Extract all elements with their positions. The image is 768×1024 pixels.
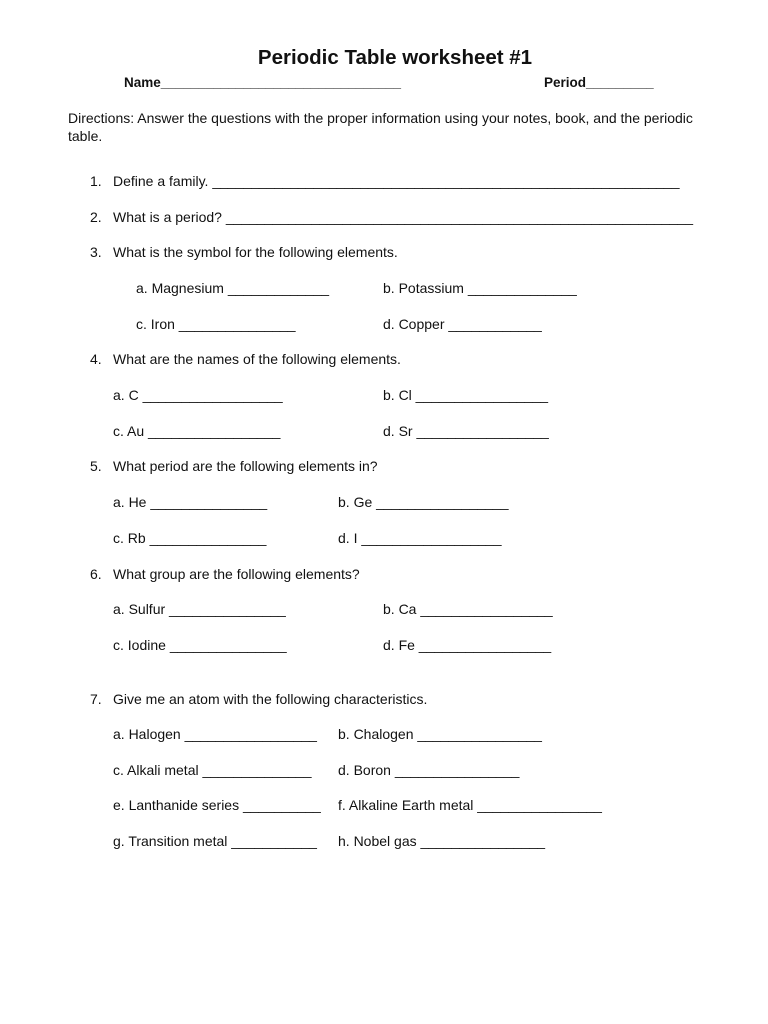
answer-item: h. Nobel gas ________________ <box>338 833 546 849</box>
answer-item: d. Copper ____________ <box>383 316 542 332</box>
answer-item: b. Cl _________________ <box>383 387 549 403</box>
question-text: What group are the following elements? <box>113 566 360 582</box>
answer-item: a. Magnesium _____________ <box>136 280 330 296</box>
answer-item: d. Boron ________________ <box>338 762 520 778</box>
question-text: What period are the following elements in? <box>113 458 378 474</box>
question-number: 3. <box>90 244 102 260</box>
question-number: 2. <box>90 209 102 225</box>
question-text: What is the symbol for the following elements. <box>113 244 398 260</box>
answer-item: b. Ge _________________ <box>338 494 509 510</box>
answer-item: c. Rb _______________ <box>113 530 267 546</box>
answer-item: b. Ca _________________ <box>383 601 553 617</box>
question-text: Give me an atom with the following characteristics. <box>113 691 428 707</box>
question-number: 7. <box>90 691 102 707</box>
worksheet-title: Periodic Table worksheet #1 <box>257 46 533 69</box>
answer-item: d. I __________________ <box>338 530 502 546</box>
question-number: 6. <box>90 566 102 582</box>
answer-item: e. Lanthanide series __________ <box>113 797 321 813</box>
question-text: Define a family. ____________________________________________________________ <box>113 173 680 189</box>
question-text: What is a period? ____________________________________________________________ <box>113 209 694 225</box>
answer-item: c. Au _________________ <box>113 423 281 439</box>
answer-item: c. Alkali metal ______________ <box>113 762 312 778</box>
answer-item: d. Fe _________________ <box>383 637 552 653</box>
question-number: 5. <box>90 458 102 474</box>
name-field: Name________________________________ <box>124 75 402 90</box>
answer-item: c. Iodine _______________ <box>113 637 287 653</box>
question-number: 1. <box>90 173 102 189</box>
question-number: 4. <box>90 351 102 367</box>
answer-item: b. Chalogen ________________ <box>338 726 542 742</box>
answer-item: a. Halogen _________________ <box>113 726 317 742</box>
answer-item: a. C __________________ <box>113 387 283 403</box>
answer-item: f. Alkaline Earth metal ________________ <box>338 797 602 813</box>
answer-item: c. Iron _______________ <box>136 316 296 332</box>
directions-text: Directions: Answer the questions with the proper information using your notes, book, and the periodic table. <box>68 110 693 144</box>
answer-item: b. Potassium ______________ <box>383 280 577 296</box>
answer-item: a. He _______________ <box>113 494 268 510</box>
period-field: Period_________ <box>544 75 654 90</box>
answer-item: g. Transition metal ___________ <box>113 833 317 849</box>
question-text: What are the names of the following elements. <box>113 351 401 367</box>
answer-item: a. Sulfur _______________ <box>113 601 286 617</box>
answer-item: d. Sr _________________ <box>383 423 549 439</box>
